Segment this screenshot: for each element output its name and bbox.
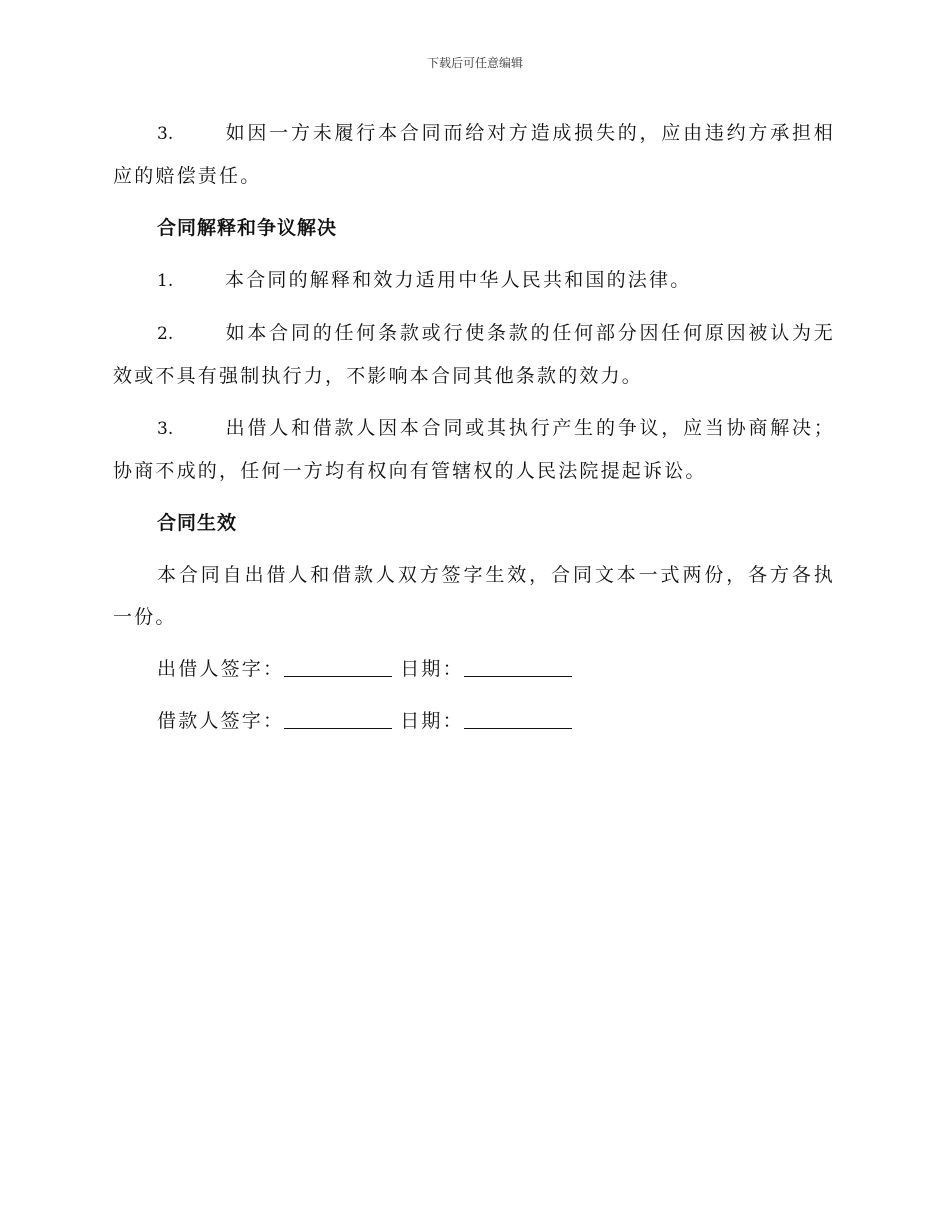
effect-paragraph: 本合同自出借人和借款人双方签字生效，合同文本一式两份，各方各执一份。 <box>113 564 835 628</box>
document-body <box>113 112 835 752</box>
item-text: 如因一方未履行本合同而给对方造成损失的，应由违约方承担相应的赔偿责任。 <box>113 122 835 187</box>
dispute-item-1 <box>113 259 835 302</box>
lender-signature-label: 出借人签字： <box>157 658 285 680</box>
item-text: 出借人和借款人因本合同或其执行产生的争议，应当协商解决；协商不成的，任何一方均有权向有管辖权的人民法院提起诉讼。 <box>113 417 835 482</box>
date-label: 日期： <box>400 658 464 680</box>
borrower-signature-label: 借款人签字： <box>157 710 285 732</box>
item-number: 3. <box>157 124 174 144</box>
dispute-item-3 <box>113 407 835 492</box>
liability-item-3 <box>113 112 835 197</box>
item-text: 本合同的解释和效力适用中华人民共和国的法律。 <box>225 269 692 291</box>
lender-signature-line <box>113 648 835 690</box>
section-heading-effect: 合同生效 <box>157 512 238 534</box>
borrower-date-blank <box>464 706 572 729</box>
item-number: 2. <box>157 324 174 344</box>
lender-date-blank <box>464 654 572 677</box>
borrower-signature-line <box>113 700 835 742</box>
dispute-item-2 <box>113 312 835 397</box>
borrower-signature-blank <box>284 706 392 729</box>
item-text: 如本合同的任何条款或行使条款的任何部分因任何原因被认为无效或不具有强制执行力，不影响本合同其他条款的效力。 <box>113 322 835 387</box>
item-number: 1. <box>157 271 174 291</box>
page-header: 下载后可任意编辑 <box>426 56 523 70</box>
lender-signature-blank <box>284 654 392 677</box>
date-label: 日期： <box>400 710 464 732</box>
section-heading-dispute: 合同解释和争议解决 <box>157 217 338 239</box>
item-number: 3. <box>157 419 174 439</box>
